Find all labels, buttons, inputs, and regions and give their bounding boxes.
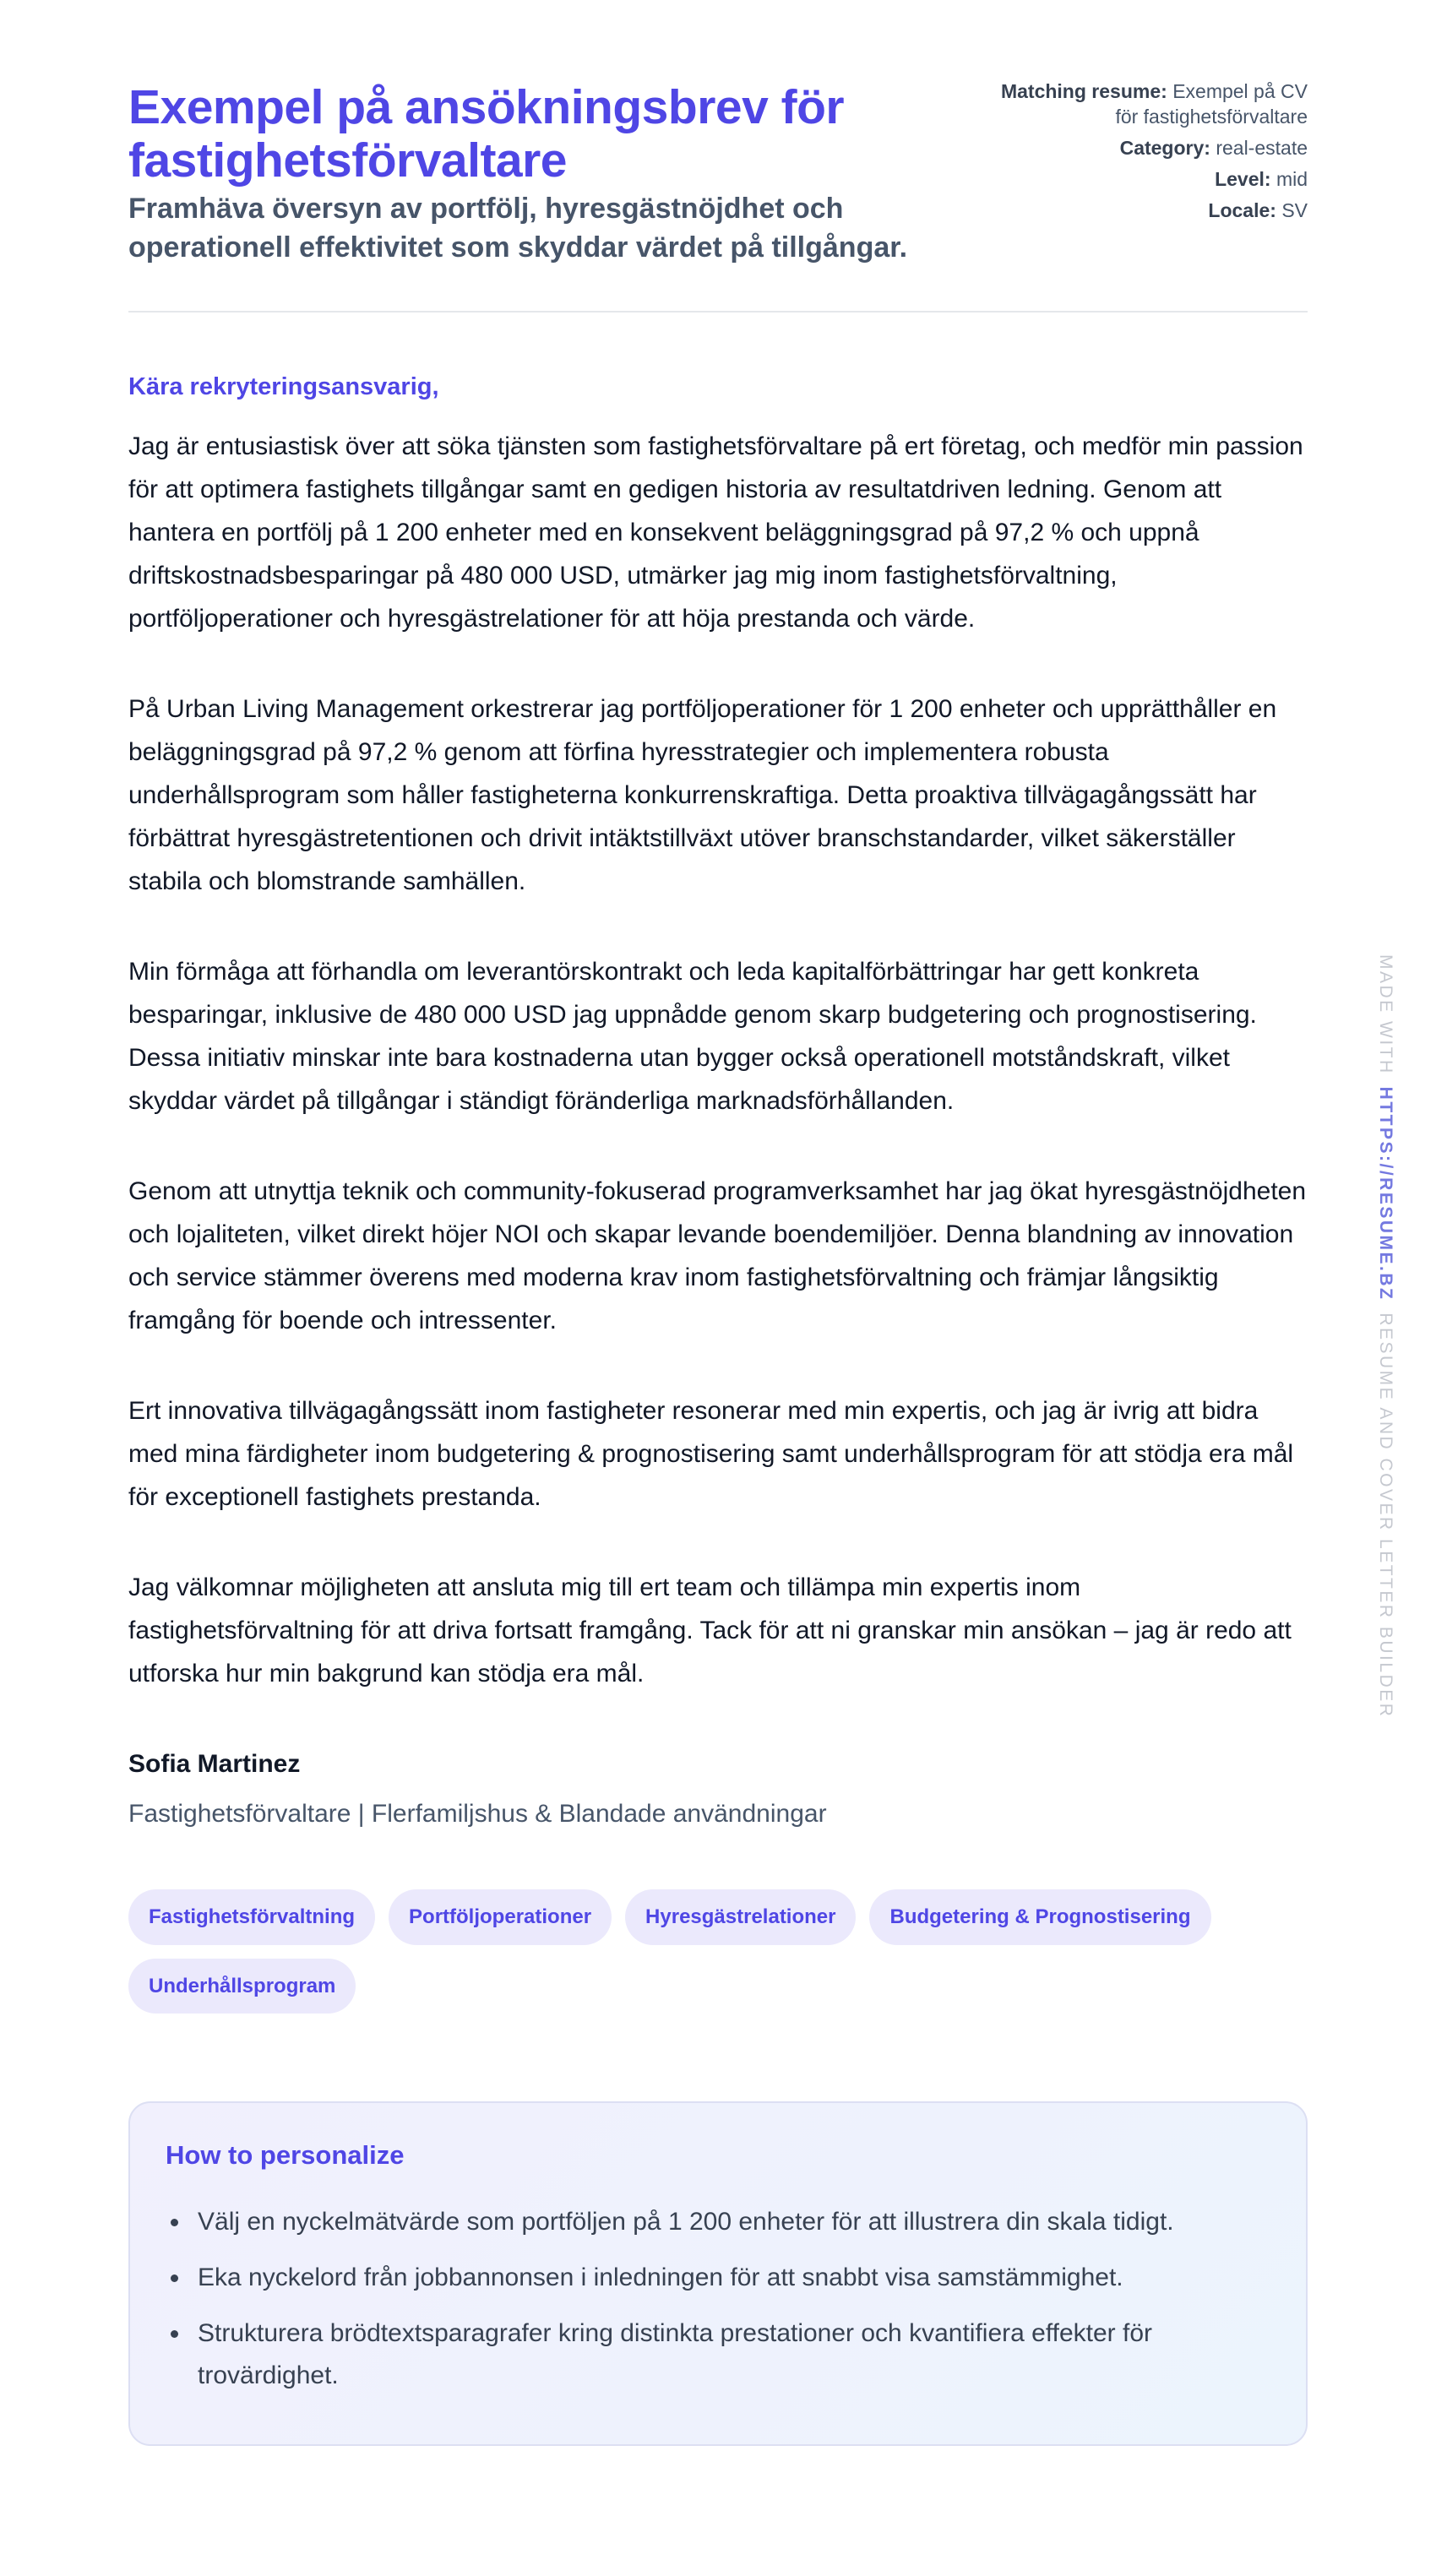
skill-tag: Fastighetsförvaltning (128, 1889, 375, 1945)
meta-level (987, 167, 1308, 193)
letter-paragraph: Genom att utnyttja teknik och community-fokuserad programverksamhet har jag ökat hyresgästnöjdheten och lojaliteten, vilket direkt höjer NOI och skapar levande boendemiljöer. Denna blandning av innovation och service stämmer överens med moderna krav inom fastighetsförvaltning och främjar långsiktig framgång för boende och intressenter. (128, 1177, 1307, 1334)
watermark-prefix: MADE WITH (1376, 954, 1395, 1075)
personalize-title: How to personalize (166, 2140, 405, 2171)
letter-paragraph: Ert innovativa tillvägagångssätt inom fastigheter resonerar med min expertis, och jag är ivrig att bidra med mina färdigheter inom budgetering & prognostisering samt underhållsprogram för att stödja era mål för exceptionell fastighets prestanda. (128, 1397, 1294, 1511)
skill-tag: Portföljoperationer (389, 1889, 612, 1945)
letter-paragraph: Min förmåga att förhandla om leverantörskontrakt och leda kapitalförbättringar har gett konkreta besparingar, inklusive de 480 000 USD jag uppnådde genom skarp budgetering och prognostisering. Dessa initiativ minskar inte bara kostnaderna utan bygger också operationell motståndskraft, vilket skyddar värdet på tillgångar i ständigt föränderliga marknadsförhållanden. (128, 958, 1257, 1115)
meta-label: Level: (1215, 167, 1271, 190)
skill-tags (128, 1889, 1243, 2014)
personalize-card (128, 2101, 1308, 2446)
skill-tag: Underhållsprogram (128, 1959, 356, 2014)
tip-item: Eka nyckelord från jobbannonsen i inledningen för att snabbt visa samstämmighet. (166, 2257, 1272, 2299)
page-title: Exempel på ansökningsbrev för fastighetsförvaltare (128, 80, 845, 187)
meta-panel (987, 79, 1308, 229)
tip-item: Strukturera brödtextsparagrafer kring distinkta prestationer och kvantifiera effekter för trovärdighet. (166, 2312, 1272, 2397)
meta-locale (987, 198, 1308, 224)
letter-paragraph: Jag är entusiastisk över att söka tjänsten som fastighetsförvaltare på ert företag, och medför min passion för att optimera fastighets tillgångar samt en gedigen historia av resultatdriven ledning. Genom att hantera en portfölj på 1 200 enheter med en konsekvent beläggningsgrad på 97,2 % och uppnå driftskostnadsbesparingar på 480 000 USD, utmärker jag mig inom fastighetsförvaltning, portföljoperationer och hyresgästrelationer för att höja prestanda och värde. (128, 432, 1303, 633)
skill-tag: Hyresgästrelationer (625, 1889, 856, 1945)
tip-item: Välj en nyckelmätvärde som portföljen på 1 200 enheter för att illustrera din skala tidigt. (166, 2201, 1272, 2243)
signature (128, 1747, 1308, 1830)
watermark-link[interactable]: HTTPS://RESUME.BZ (1376, 1086, 1395, 1302)
watermark-suffix: RESUME AND COVER LETTER BUILDER (1376, 1312, 1395, 1719)
signature-role: Fastighetsförvaltare | Flerfamiljshus & Blandade användningar (128, 1800, 827, 1828)
letter-paragraph: Jag välkomnar möjligheten att ansluta mig till ert team och tillämpa min expertis inom fastighetsförvaltning för att driva fortsatt framgång. Tack för att ni granskar min ansökan – jag är redo att utforska hur min bakgrund kan stödja era mål. (128, 1573, 1292, 1687)
signature-name: Sofia Martinez (128, 1750, 301, 1778)
meta-category (987, 136, 1308, 161)
letter-paragraph: På Urban Living Management orkestrerar jag portföljoperationer för 1 200 enheter och upprätthåller en beläggningsgrad på 97,2 % genom att förfina hyresstrategier och implementera robusta underhållsprogram som håller fastigheterna konkurrenskraftiga. Detta proaktiva tillvägagångssätt har förbättrat hyresgästretentionen och drivit intäktstillväxt utöver branschstandarder, vilket säkerställer stabila och blomstrande samhällen. (128, 695, 1277, 895)
side-watermark (1368, 954, 1402, 1719)
personalize-tips (166, 2201, 1272, 2397)
meta-label: Category: (1119, 136, 1210, 159)
meta-value: real-estate (1216, 136, 1308, 159)
letter-greeting: Kära rekryteringsansvarig, (128, 373, 439, 400)
meta-label: Locale: (1208, 198, 1276, 221)
meta-value: SV (1281, 198, 1308, 221)
meta-matching-resume (987, 79, 1308, 130)
cover-letter-page (128, 0, 1308, 2446)
meta-value: Exempel på CV för fastighetsförvaltare (1115, 80, 1308, 128)
meta-label: Matching resume: (1000, 80, 1167, 102)
letter-body (128, 425, 1308, 1695)
skill-tag: Budgetering & Prognostisering (869, 1889, 1210, 1945)
page-header (128, 0, 1308, 312)
page-subtitle: Framhäva översyn av portfölj, hyresgästnöjdhet och operationell effektivitet som skyddar värdet på tillgångar. (128, 193, 908, 264)
meta-value: mid (1276, 167, 1308, 190)
